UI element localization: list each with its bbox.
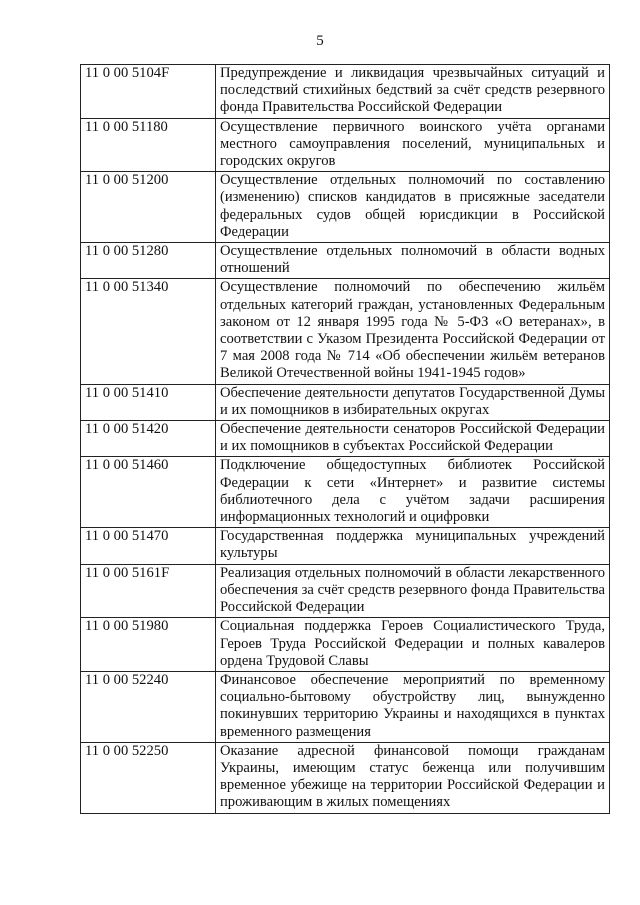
row-description: Предупреждение и ликвидация чрезвычайных ситуаций и последствий стихийных бедствий за счёт средств резервного фонда Правительства Российской Федерации (216, 65, 610, 119)
row-description: Финансовое обеспечение мероприятий по временному социально-бытовому обустройству лиц, вынужденно покинувших территорию Украины и находящихся в пунктах временного размещения (216, 671, 610, 742)
table-row (81, 457, 610, 528)
table-row (81, 243, 610, 279)
row-description: Осуществление отдельных полномочий в области водных отношений (216, 243, 610, 279)
row-description: Социальная поддержка Героев Социалистического Труда, Героев Труда Российской Федерации и полных кавалеров ордена Трудовой Славы (216, 618, 610, 672)
row-code: 11 0 00 51470 (81, 528, 216, 564)
table-row (81, 564, 610, 618)
table-row (81, 384, 610, 420)
row-code: 11 0 00 51420 (81, 421, 216, 457)
row-description: Государственная поддержка муниципальных учреждений культуры (216, 528, 610, 564)
row-description: Реализация отдельных полномочий в области лекарственного обеспечения за счёт средств резервного фонда Правительства Российской Федерации (216, 564, 610, 618)
page-number: 5 (316, 33, 324, 49)
row-description: Оказание адресной финансовой помощи гражданам Украины, имеющим статус беженца или получившим временное убежище на территории Российской Федерации и проживающим в жилых помещениях (216, 742, 610, 813)
row-code: 11 0 00 51410 (81, 384, 216, 420)
table-row (81, 421, 610, 457)
table-row (81, 118, 610, 172)
row-description: Осуществление отдельных полномочий по составлению (изменению) списков кандидатов в присяжные заседатели федеральных судов общей юрисдикции в Российской Федерации (216, 172, 610, 243)
row-code: 11 0 00 51980 (81, 618, 216, 672)
row-code: 11 0 00 51460 (81, 457, 216, 528)
row-description: Обеспечение деятельности сенаторов Российской Федерации и их помощников в субъектах Российской Федерации (216, 421, 610, 457)
row-code: 11 0 00 51180 (81, 118, 216, 172)
table-row (81, 528, 610, 564)
row-code: 11 0 00 5161F (81, 564, 216, 618)
table-row (81, 65, 610, 119)
row-description: Обеспечение деятельности депутатов Государственной Думы и их помощников в избирательных округах (216, 384, 610, 420)
row-code: 11 0 00 5104F (81, 65, 216, 119)
table-row (81, 279, 610, 384)
row-description: Осуществление первичного воинского учёта органами местного самоуправления поселений, муниципальных и городских округов (216, 118, 610, 172)
row-code: 11 0 00 51280 (81, 243, 216, 279)
table-row (81, 618, 610, 672)
row-code: 11 0 00 52250 (81, 742, 216, 813)
table-row (81, 172, 610, 243)
row-code: 11 0 00 52240 (81, 671, 216, 742)
row-description: Осуществление полномочий по обеспечению жильём отдельных категорий граждан, установленных Федеральным законом от 12 января 1995 года № 5-ФЗ «О ветеранах», в соответствии с Указом Президента Российской Федерации от 7 мая 2008 года № 714 «Об обеспечении жильём ветеранов Великой Отечественной войны 1941-1945 годов» (216, 279, 610, 384)
row-description: Подключение общедоступных библиотек Российской Федерации к сети «Интернет» и развитие системы библиотечного дела с учётом задачи расширения информационных технологий и оцифровки (216, 457, 610, 528)
table-row (81, 742, 610, 813)
row-code: 11 0 00 51340 (81, 279, 216, 384)
row-code: 11 0 00 51200 (81, 172, 216, 243)
table-row (81, 671, 610, 742)
budget-codes-table (80, 64, 610, 814)
